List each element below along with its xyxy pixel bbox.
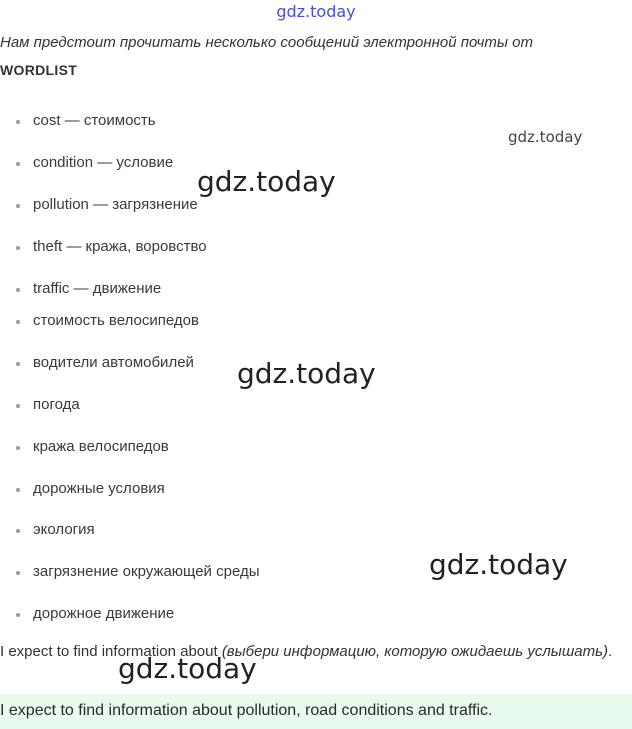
bullet-icon [16,571,20,575]
list-item: cost — стоимость [16,112,156,129]
task-prompt: I expect to find information about (выбери информацию, которую ожидаешь услышать). [0,643,613,660]
watermark-large: gdz.today [197,165,336,198]
task-hint: (выбери информацию, которую ожидаешь услышать) [221,643,608,660]
list-item: стоимость велосипедов [16,312,199,329]
watermark-top: gdz.today [276,2,356,21]
bullet-icon [16,246,20,250]
list-item: condition — условие [16,154,173,171]
list-item: водители автомобилей [16,354,194,371]
bullet-icon [16,529,20,533]
watermark-small: gdz.today [508,128,583,146]
list-item: загрязнение окружающей среды [16,563,260,580]
list-item: экология [16,521,95,538]
list-item: traffic — движение [16,280,161,297]
bullet-icon [16,120,20,124]
wordlist-heading: WORDLIST [0,62,78,78]
watermark-large: gdz.today [118,652,257,685]
answer-box [0,694,632,729]
list-item: theft — кража, воровство [16,238,207,255]
list-item: погода [16,396,80,413]
answer-text: I expect to find information about pollution, road conditions and traffic. [0,702,493,719]
bullet-icon [16,320,20,324]
list-item: кража велосипедов [16,438,169,455]
watermark-large: gdz.today [237,357,376,390]
bullet-icon [16,613,20,617]
list-item: pollution — загрязнение [16,196,198,213]
watermark-large: gdz.today [429,548,568,581]
bullet-icon [16,162,20,166]
bullet-icon [16,446,20,450]
bullet-icon [16,204,20,208]
bullet-icon [16,488,20,492]
intro-text: Нам предстоит прочитать несколько сообщений электронной почты от [0,34,533,51]
bullet-icon [16,404,20,408]
bullet-icon [16,288,20,292]
bullet-icon [16,362,20,366]
list-item: дорожное движение [16,605,174,622]
list-item: дорожные условия [16,480,165,497]
